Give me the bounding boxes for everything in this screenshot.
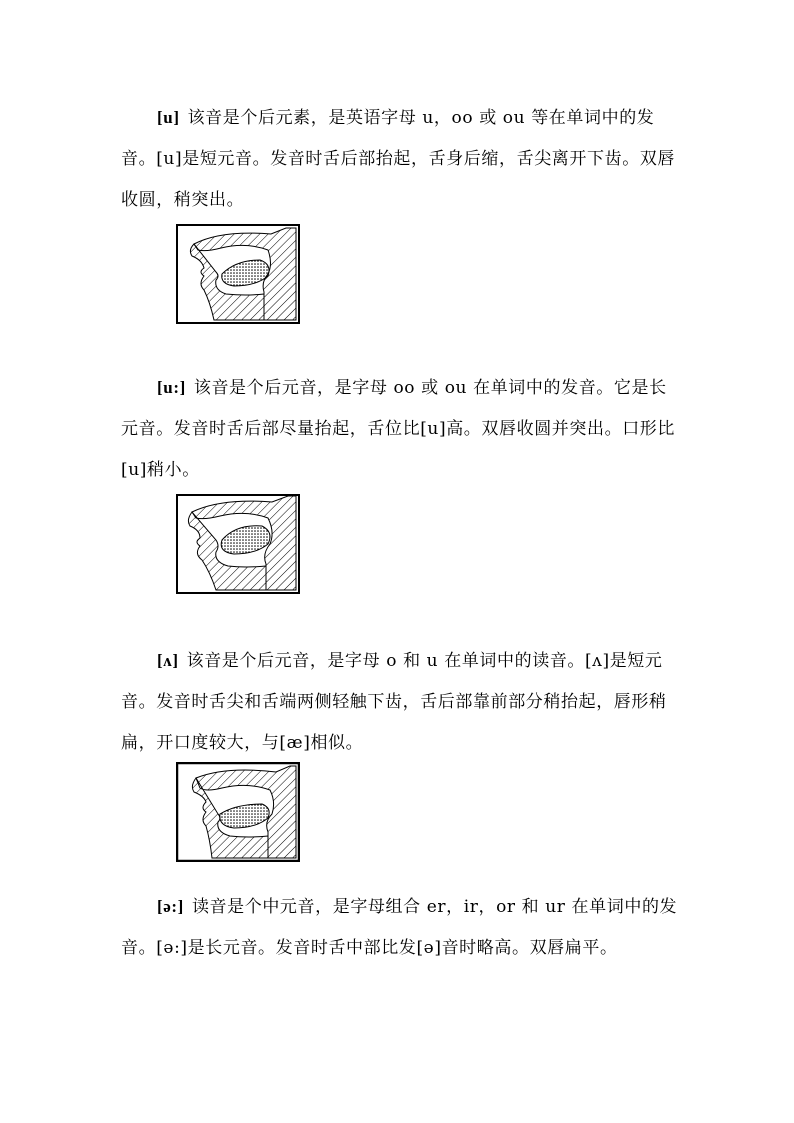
phonetic-symbol: [ʌ] — [157, 651, 179, 670]
mouth-diagram-u — [176, 224, 300, 324]
phonetic-symbol: [u:] — [157, 378, 186, 397]
paragraph-schwa-long — [121, 886, 681, 969]
paragraph-u — [121, 97, 681, 221]
paragraph-u-long — [121, 367, 681, 491]
paragraph-text: 该音是个后元素，是英语字母 u，oo 或 ou 等在单词中的发音。[u]是短元音。发音时舌后部抬起，舌身后缩，舌尖离开下齿。双唇收圆，稍突出。 — [121, 108, 676, 210]
mouth-diagram-u-long — [176, 494, 300, 594]
phonetic-symbol: [u] — [157, 108, 180, 127]
paragraph-text: 该音是个后元音，是字母 o 和 u 在单词中的读音。[ʌ]是短元音。发音时舌尖和舌端两侧轻触下齿，舌后部靠前部分稍抬起，唇形稍扁，开口度较大，与[æ]相似。 — [121, 651, 667, 753]
mouth-diagram-wedge — [176, 762, 300, 862]
phonetic-symbol: [ə:] — [157, 897, 184, 916]
paragraph-text: 读音是个中元音，是字母组合 er，ir，or 和 ur 在单词中的发音。[ə:]是长元音。发音时舌中部比发[ə]音时略高。双唇扁平。 — [121, 897, 678, 958]
paragraph-wedge — [121, 640, 681, 764]
paragraph-text: 该音是个后元音，是字母 oo 或 ou 在单词中的发音。它是长元音。发音时舌后部尽量抬起，舌位比[u]高。双唇收圆并突出。口形比[u]稍小。 — [121, 378, 676, 480]
